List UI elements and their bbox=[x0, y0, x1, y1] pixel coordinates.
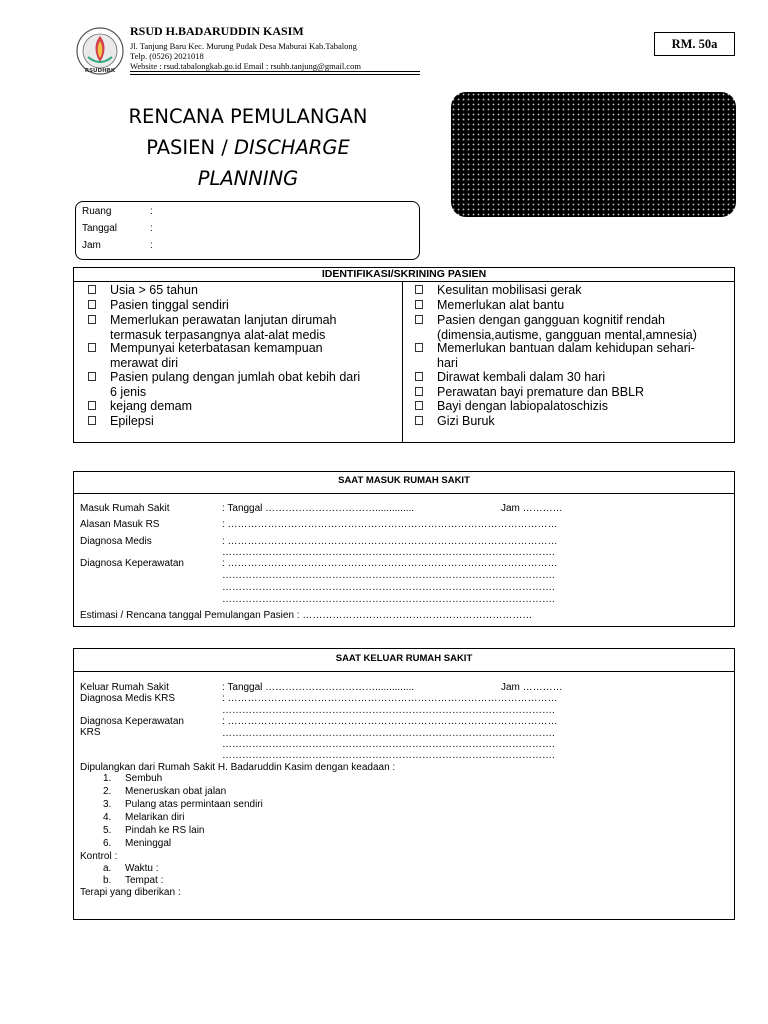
screening-item[interactable]: Kesulitan mobilisasi gerak bbox=[415, 283, 582, 300]
screening-item[interactable]: Dirawat kembali dalam 30 hari bbox=[415, 370, 605, 387]
discharge-title: SAAT KELUAR RUMAH SAKIT bbox=[74, 649, 734, 672]
masuk-label: Masuk Rumah Sakit bbox=[80, 503, 170, 514]
condition-item[interactable]: 1. Sembuh bbox=[103, 773, 163, 784]
diag-medis-krs-field-2[interactable]: ………………………………………………………………………………………. bbox=[222, 705, 555, 716]
info-row-jam bbox=[82, 240, 153, 251]
diag-kep-krs-label: Diagnosa Keperawatan bbox=[80, 716, 184, 727]
hospital-name: RSUD H.BADARUDDIN KASIM bbox=[130, 24, 304, 38]
diag-kep-krs-field-2[interactable]: ………………………………………………………………………………………. bbox=[222, 728, 555, 739]
screening-title: IDENTIFIKASI/SKRINING PASIEN bbox=[74, 268, 734, 282]
masuk-jam-field[interactable]: Jam ………… bbox=[501, 503, 563, 514]
checkbox-icon[interactable] bbox=[88, 341, 110, 370]
screening-item[interactable]: Epilepsi bbox=[88, 414, 154, 431]
screening-item[interactable]: Pasien dengan gangguan kognitif rendah (dimensia,autisme, gangguan mental,amnesia) bbox=[415, 313, 697, 342]
keluar-tanggal-field[interactable]: : Tanggal …………………………….............. bbox=[222, 682, 415, 693]
form-title-line3 bbox=[100, 167, 396, 190]
form-code-box bbox=[654, 32, 735, 56]
form-title-line2 bbox=[100, 136, 396, 159]
screening-item[interactable]: Gizi Buruk bbox=[415, 414, 495, 431]
hospital-phone: Telp. (0526) 2021018 bbox=[130, 51, 204, 61]
checkbox-icon[interactable] bbox=[88, 370, 110, 399]
form-code: RM. 50a bbox=[671, 36, 718, 51]
title-normal: PASIEN / bbox=[146, 136, 235, 159]
dipulangkan-label: Dipulangkan dari Rumah Sakit H. Badaruddin Kasim dengan keadaan : bbox=[80, 762, 396, 773]
diag-kep-krs-field[interactable]: : ……………………………………………………………………………………… bbox=[222, 716, 558, 727]
screening-item[interactable]: Memerlukan bantuan dalam kehidupan sehari- hari bbox=[415, 341, 695, 370]
condition-item[interactable]: 2. Meneruskan obat jalan bbox=[103, 786, 227, 797]
kontrol-tempat-field[interactable]: b. Tempat : bbox=[103, 875, 164, 886]
screening-item[interactable]: Bayi dengan labiopalatoschizis bbox=[415, 399, 608, 416]
patient-info-box bbox=[75, 201, 420, 260]
checkbox-icon[interactable] bbox=[415, 414, 437, 431]
alasan-label: Alasan Masuk RS bbox=[80, 519, 160, 530]
kontrol-waktu-field[interactable]: a. Waktu : bbox=[103, 863, 159, 874]
keluar-label: Keluar Rumah Sakit bbox=[80, 682, 169, 693]
keluar-jam-field[interactable]: Jam ………… bbox=[501, 682, 563, 693]
screening-item[interactable]: kejang demam bbox=[88, 399, 192, 416]
diag-medis-krs-field[interactable]: : ……………………………………………………………………………………… bbox=[222, 693, 558, 704]
ruang-label: Ruang bbox=[82, 206, 112, 217]
screening-item[interactable]: Memerlukan alat bantu bbox=[415, 298, 564, 315]
hospital-address: Jl. Tanjung Baru Kec. Murung Pudak Desa Maburai Kab.Tabalong bbox=[130, 41, 357, 51]
discharge-section bbox=[73, 648, 735, 920]
screening-column-divider bbox=[402, 282, 403, 443]
diagnosa-kep-field-4[interactable]: ………………………………………………………………………………………. bbox=[222, 594, 555, 605]
header-rule-thin bbox=[130, 74, 420, 75]
screening-item[interactable]: Usia > 65 tahun bbox=[88, 283, 198, 300]
condition-item[interactable]: 4. Melarikan diri bbox=[103, 812, 185, 823]
diagnosa-kep-label: Diagnosa Keperawatan bbox=[80, 558, 184, 569]
diagnosa-kep-field-2[interactable]: ………………………………………………………………………………………. bbox=[222, 570, 555, 581]
info-row-tanggal bbox=[82, 223, 153, 234]
diagnosa-kep-field[interactable]: : ……………………………………………………………………………………… bbox=[222, 558, 558, 569]
diagnosa-medis-label: Diagnosa Medis bbox=[80, 536, 152, 547]
jam-colon: : bbox=[150, 240, 153, 251]
condition-item[interactable]: 6. Meninggal bbox=[103, 838, 172, 849]
screening-item[interactable]: Perawatan bayi premature dan BBLR bbox=[415, 385, 644, 402]
checkbox-icon[interactable] bbox=[88, 313, 110, 342]
diag-medis-krs-label: Diagnosa Medis KRS bbox=[80, 693, 176, 704]
info-row-ruang bbox=[82, 206, 153, 217]
checkbox-icon[interactable] bbox=[415, 313, 437, 342]
admission-section bbox=[73, 471, 735, 627]
screening-item[interactable]: Memerlukan perawatan lanjutan dirumah termasuk terpasangnya alat-alat medis bbox=[88, 313, 337, 342]
screening-item[interactable]: Mempunyai keterbatasan kemampuan merawat diri bbox=[88, 341, 323, 370]
diagnosa-kep-field-3[interactable]: ………………………………………………………………………………………. bbox=[222, 582, 555, 593]
tanggal-label: Tanggal bbox=[82, 223, 118, 234]
screening-item[interactable]: Pasien tinggal sendiri bbox=[88, 298, 229, 315]
tanggal-colon: : bbox=[150, 223, 153, 234]
alasan-field[interactable]: : ……………………………………………………………………………………… bbox=[222, 519, 558, 530]
diag-kep-krs-label-2: KRS bbox=[80, 727, 101, 738]
ruang-colon: : bbox=[150, 206, 153, 217]
diagnosa-medis-field[interactable]: : ……………………………………………………………………………………… bbox=[222, 536, 558, 547]
patient-label-sticker-area bbox=[451, 92, 736, 217]
diag-kep-krs-field-3[interactable]: ………………………………………………………………………………………. bbox=[222, 739, 555, 750]
diagnosa-medis-field-2[interactable]: ………………………………………………………………………………………. bbox=[222, 547, 555, 558]
condition-item[interactable]: 5. Pindah ke RS lain bbox=[103, 825, 205, 836]
svg-text:RSUDHBK: RSUDHBK bbox=[84, 68, 116, 74]
terapi-field[interactable]: Terapi yang diberikan : bbox=[80, 887, 181, 898]
jam-label: Jam bbox=[82, 240, 101, 251]
form-title-line1: RENCANA PEMULANGAN bbox=[128, 105, 368, 128]
kontrol-label: Kontrol : bbox=[80, 851, 118, 862]
masuk-tanggal-field[interactable]: : Tanggal …………………………….............. bbox=[222, 503, 415, 514]
diag-kep-krs-field-4[interactable]: ………………………………………………………………………………………. bbox=[222, 750, 555, 761]
admission-title: SAAT MASUK RUMAH SAKIT bbox=[74, 472, 734, 494]
hospital-logo bbox=[76, 27, 124, 75]
condition-item[interactable]: 3. Pulang atas permintaan sendiri bbox=[103, 799, 263, 810]
title-italic-2: PLANNING bbox=[197, 167, 299, 190]
checkbox-icon[interactable] bbox=[88, 414, 110, 431]
screening-table bbox=[73, 267, 735, 443]
estimasi-field[interactable]: Estimasi / Rencana tanggal Pemulangan Pasien : …………………………………………………………… bbox=[80, 610, 533, 621]
title-italic: DISCHARGE bbox=[234, 136, 350, 159]
checkbox-icon[interactable] bbox=[415, 341, 437, 370]
screening-item[interactable]: Pasien pulang dengan jumlah obat kebih dari 6 jenis bbox=[88, 370, 360, 399]
hospital-website: Website : rsud.tabalongkab.go.id Email : rsuhb.tanjung@gmail.com bbox=[130, 61, 361, 71]
header-rule bbox=[130, 71, 420, 72]
